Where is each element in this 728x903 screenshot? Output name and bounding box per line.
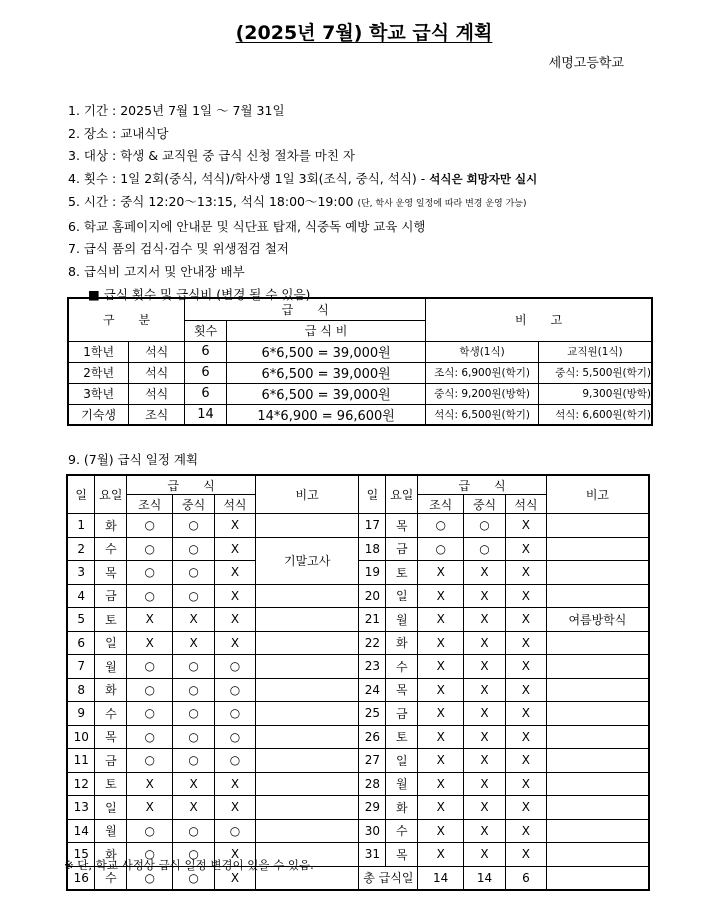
fee-count: 6	[185, 341, 227, 362]
sched-note-left-blank	[255, 584, 359, 608]
sched-note-left-blank	[255, 702, 359, 726]
sched-left-day: 11	[67, 749, 95, 773]
sched-right-day: 24	[359, 678, 386, 702]
sched-left-day: 6	[67, 631, 95, 655]
sched-left-lunch: X	[173, 608, 215, 632]
sched-note-right-blank	[546, 772, 649, 796]
sched-right-breakfast: X	[418, 819, 464, 843]
sched-right-lunch: X	[464, 819, 506, 843]
sched-right-weekday: 금	[386, 537, 418, 561]
sched-left-weekday: 수	[95, 537, 127, 561]
sched-right-breakfast: X	[418, 678, 464, 702]
sched-left-breakfast: ○	[127, 678, 173, 702]
fee-note-student: 석식: 6,500원(학기)	[426, 404, 539, 425]
sched-left-weekday: 목	[95, 561, 127, 585]
sched-note-right-blank	[546, 584, 649, 608]
sched-note-right-blank	[546, 749, 649, 773]
sched-note-right-blank	[546, 725, 649, 749]
sched-note-right-blank	[546, 702, 649, 726]
sched-right-lunch: ○	[464, 514, 506, 538]
fee-amount: 14*6,900 = 96,600원	[226, 404, 425, 425]
sched-left-weekday: 화	[95, 514, 127, 538]
sched-left-lunch: X	[173, 772, 215, 796]
fee-note-student: 조식: 6,900원(학기)	[426, 362, 539, 383]
sched-note-left-blank	[255, 772, 359, 796]
sched-right-lunch: X	[464, 772, 506, 796]
sched-right-lunch: X	[464, 631, 506, 655]
sched-right-lunch: X	[464, 796, 506, 820]
sched-left-day: 13	[67, 796, 95, 820]
sched-left-breakfast: X	[127, 796, 173, 820]
fee-meal: 조식	[129, 404, 185, 425]
sched-left-dinner: X	[215, 772, 256, 796]
fee-meal: 석식	[129, 341, 185, 362]
fee-meal: 석식	[129, 383, 185, 404]
fee-meal: 석식	[129, 362, 185, 383]
sched-header-day-left: 일	[67, 475, 95, 514]
sched-note-left-blank	[255, 514, 359, 538]
sched-header-breakfast-left: 조식	[127, 495, 173, 514]
sched-header-note-right: 비고	[546, 475, 649, 514]
sched-right-breakfast: X	[418, 655, 464, 679]
fee-row	[68, 362, 652, 383]
sched-header-lunch-right: 중식	[464, 495, 506, 514]
item-count-bold: 석식은 희망자만 실시	[429, 172, 538, 187]
sched-left-breakfast: X	[127, 772, 173, 796]
fee-count: 14	[185, 404, 227, 425]
fee-note-staff: 석식: 6,600원(학기)	[538, 404, 652, 425]
sched-total-label: 총 급식일	[359, 866, 418, 890]
sched-right-weekday: 토	[386, 561, 418, 585]
sched-note-left-blank	[255, 678, 359, 702]
sched-right-day: 30	[359, 819, 386, 843]
sched-note-left-blank	[255, 725, 359, 749]
sched-note-left-blank	[255, 796, 359, 820]
sched-left-day: 15	[67, 843, 95, 867]
sched-left-weekday: 일	[95, 631, 127, 655]
sched-header-lunch-left: 중식	[173, 495, 215, 514]
sched-right-day: 19	[359, 561, 386, 585]
sched-right-dinner: X	[505, 725, 546, 749]
sched-left-breakfast: ○	[127, 514, 173, 538]
item-time-text: 5. 시간 : 중식 12:20～13:15, 석식 18:00～19:00	[68, 193, 358, 209]
sched-right-weekday: 목	[386, 843, 418, 867]
item-period: 1. 기간 : 2025년 7월 1일 ～ 7월 31일	[68, 103, 285, 118]
fee-count: 6	[185, 362, 227, 383]
sched-right-lunch: X	[464, 725, 506, 749]
sched-right-dinner: X	[505, 584, 546, 608]
sched-left-lunch: ○	[173, 749, 215, 773]
item-time	[68, 191, 537, 216]
fee-count: 6	[185, 383, 227, 404]
item-inspection: 7. 급식 품의 검식·검수 및 위생점검 철저	[68, 241, 289, 257]
sched-right-dinner: X	[505, 537, 546, 561]
sched-right-breakfast: X	[418, 608, 464, 632]
sched-right-day: 22	[359, 631, 386, 655]
sched-right-dinner: X	[505, 514, 546, 538]
sched-note-left-blank	[255, 631, 359, 655]
schedule-row	[67, 655, 649, 679]
schedule-row	[67, 537, 649, 561]
schedule-row	[67, 749, 649, 773]
sched-left-breakfast: ○	[127, 819, 173, 843]
sched-right-day: 28	[359, 772, 386, 796]
fee-row	[68, 341, 652, 362]
sched-left-dinner: X	[215, 631, 256, 655]
sched-left-weekday: 금	[95, 584, 127, 608]
sched-note-right-blank	[546, 819, 649, 843]
sched-right-breakfast: X	[418, 749, 464, 773]
fee-note-student: 중식: 9,200원(방학)	[426, 383, 539, 404]
schedule-row	[67, 608, 649, 632]
sched-right-breakfast: X	[418, 725, 464, 749]
sched-left-lunch: ○	[173, 561, 215, 585]
sched-left-weekday: 일	[95, 796, 127, 820]
sched-right-breakfast: ○	[418, 537, 464, 561]
footnote: ※ 단, 학교 사정상 급식 일정 변경이 있을 수 있음.	[64, 858, 314, 872]
schedule-row	[67, 514, 649, 538]
sched-right-dinner: X	[505, 561, 546, 585]
sched-right-weekday: 화	[386, 631, 418, 655]
sched-right-weekday: 금	[386, 702, 418, 726]
sched-header-day-right: 일	[359, 475, 386, 514]
sched-right-weekday: 수	[386, 655, 418, 679]
schedule-row	[67, 631, 649, 655]
sched-left-day: 1	[67, 514, 95, 538]
sched-note-left-blank	[255, 608, 359, 632]
sched-note-right-blank	[546, 655, 649, 679]
item-homepage: 6. 학교 홈페이지에 안내문 및 식단표 탑재, 식중독 예방 교육 시행	[68, 218, 426, 234]
sched-right-weekday: 일	[386, 584, 418, 608]
sched-right-day: 31	[359, 843, 386, 867]
sched-right-dinner: X	[505, 796, 546, 820]
fee-amount: 6*6,500 = 39,000원	[226, 341, 425, 362]
sched-right-breakfast: X	[418, 702, 464, 726]
sched-left-lunch: ○	[173, 584, 215, 608]
sched-right-day: 26	[359, 725, 386, 749]
sched-left-dinner: X	[215, 537, 256, 561]
sched-left-dinner: ○	[215, 655, 256, 679]
sched-left-dinner: X	[215, 584, 256, 608]
school-name: 세명고등학교	[548, 56, 624, 71]
sched-left-weekday: 수	[95, 702, 127, 726]
sched-right-dinner: X	[505, 631, 546, 655]
sched-note-right-blank	[546, 796, 649, 820]
fee-note-staff: 교직원(1식)	[538, 341, 652, 362]
sched-left-breakfast: ○	[127, 843, 173, 867]
fee-note-staff: 9,300원(방학)	[538, 383, 652, 404]
sched-note-right-blank	[546, 561, 649, 585]
fee-grade: 2학년	[68, 362, 129, 383]
sched-left-day: 9	[67, 702, 95, 726]
sched-note-left-blank	[255, 655, 359, 679]
sched-note-right-blank	[546, 537, 649, 561]
fee-row	[68, 383, 652, 404]
sched-header-meal-left: 급 식	[127, 475, 256, 495]
sched-left-lunch: ○	[173, 537, 215, 561]
sched-left-breakfast: ○	[127, 561, 173, 585]
sched-right-day: 18	[359, 537, 386, 561]
schedule-row	[67, 561, 649, 585]
sched-header-weekday-left: 요일	[95, 475, 127, 514]
sched-left-breakfast: X	[127, 631, 173, 655]
sched-right-lunch: X	[464, 702, 506, 726]
sched-total-lunch: 14	[464, 866, 506, 890]
sched-left-dinner: X	[215, 514, 256, 538]
sched-left-lunch: ○	[173, 725, 215, 749]
section-9-heading: 9. (7월) 급식 일정 계획	[68, 452, 199, 467]
sched-right-dinner: X	[505, 608, 546, 632]
item-target: 3. 대상 : 학생 & 교직원 중 급식 신청 절차를 마친 자	[68, 148, 355, 164]
sched-left-breakfast: ○	[127, 584, 173, 608]
sched-left-breakfast: ○	[127, 702, 173, 726]
sched-right-dinner: X	[505, 749, 546, 773]
sched-right-dinner: X	[505, 819, 546, 843]
fee-note-staff: 중식: 5,500원(학기)	[538, 362, 652, 383]
sched-right-day: 25	[359, 702, 386, 726]
plan-items	[68, 100, 537, 306]
sched-left-dinner: ○	[215, 725, 256, 749]
schedule-table	[66, 474, 650, 891]
sched-total-breakfast: 14	[418, 866, 464, 890]
schedule-row	[67, 584, 649, 608]
sched-left-weekday: 토	[95, 608, 127, 632]
sched-left-dinner: X	[215, 843, 256, 867]
sched-note-right-blank	[546, 631, 649, 655]
sched-left-day: 7	[67, 655, 95, 679]
item-count-text: 4. 횟수 : 1일 2회(중식, 석식)/학사생 1일 3회(조식, 중식, 석식) -	[68, 171, 430, 187]
fee-grade: 기숙생	[68, 404, 129, 425]
sched-note-right-blank	[546, 843, 649, 867]
schedule-row	[67, 678, 649, 702]
sched-header-meal-right: 급 식	[418, 475, 547, 495]
sched-left-lunch: ○	[173, 819, 215, 843]
sched-left-lunch: X	[173, 796, 215, 820]
sched-left-weekday: 목	[95, 725, 127, 749]
item-time-note: (단, 학사 운영 일정에 따라 변경 운영 가능)	[357, 198, 527, 209]
sched-left-weekday: 월	[95, 655, 127, 679]
sched-left-day: 4	[67, 584, 95, 608]
sched-right-breakfast: X	[418, 561, 464, 585]
fee-table	[67, 297, 653, 426]
sched-right-weekday: 토	[386, 725, 418, 749]
sched-left-weekday: 월	[95, 819, 127, 843]
sched-right-day: 21	[359, 608, 386, 632]
sched-left-lunch: ○	[173, 843, 215, 867]
sched-right-weekday: 월	[386, 608, 418, 632]
fee-note-student: 학생(1식)	[426, 341, 539, 362]
sched-left-lunch: ○	[173, 702, 215, 726]
sched-note-right-blank	[546, 514, 649, 538]
fee-grade: 3학년	[68, 383, 129, 404]
sched-left-day: 5	[67, 608, 95, 632]
sched-right-dinner: X	[505, 772, 546, 796]
sched-left-day: 16	[67, 866, 95, 890]
fee-amount: 6*6,500 = 39,000원	[226, 362, 425, 383]
sched-left-weekday: 화	[95, 843, 127, 867]
schedule-row	[67, 772, 649, 796]
sched-right-weekday: 화	[386, 796, 418, 820]
sched-right-dinner: X	[505, 843, 546, 867]
sched-right-breakfast: X	[418, 796, 464, 820]
sched-left-lunch: X	[173, 631, 215, 655]
item-place: 2. 장소 : 교내식당	[68, 125, 169, 141]
sched-right-lunch: ○	[464, 537, 506, 561]
sched-left-dinner: ○	[215, 678, 256, 702]
sched-left-dinner: ○	[215, 749, 256, 773]
sched-right-day: 27	[359, 749, 386, 773]
sched-right-breakfast: X	[418, 843, 464, 867]
sched-left-weekday: 금	[95, 749, 127, 773]
sched-right-lunch: X	[464, 584, 506, 608]
sched-left-lunch: ○	[173, 866, 215, 890]
sched-left-lunch: ○	[173, 655, 215, 679]
sched-right-breakfast: X	[418, 584, 464, 608]
schedule-row	[67, 702, 649, 726]
sched-right-breakfast: X	[418, 772, 464, 796]
sched-left-weekday: 수	[95, 866, 127, 890]
sched-right-breakfast: ○	[418, 514, 464, 538]
sched-note-left-blank	[255, 749, 359, 773]
sched-left-lunch: ○	[173, 678, 215, 702]
sched-right-weekday: 목	[386, 514, 418, 538]
fee-amount: 6*6,500 = 39,000원	[226, 383, 425, 404]
fee-header-note: 비 고	[426, 298, 652, 341]
sched-left-dinner: X	[215, 561, 256, 585]
sched-right-lunch: X	[464, 843, 506, 867]
sched-right-weekday: 월	[386, 772, 418, 796]
fee-header-count: 횟수	[185, 320, 227, 341]
sched-right-dinner: X	[505, 678, 546, 702]
sched-total-dinner: 6	[505, 866, 546, 890]
sched-left-breakfast: ○	[127, 655, 173, 679]
sched-left-dinner: X	[215, 608, 256, 632]
sched-right-day: 20	[359, 584, 386, 608]
sched-right-lunch: X	[464, 561, 506, 585]
sched-left-weekday: 화	[95, 678, 127, 702]
sched-left-weekday: 토	[95, 772, 127, 796]
sched-right-weekday: 목	[386, 678, 418, 702]
sched-header-breakfast-right: 조식	[418, 495, 464, 514]
fee-header-category: 구 분	[68, 298, 185, 341]
sched-right-day: 23	[359, 655, 386, 679]
sched-left-day: 2	[67, 537, 95, 561]
sched-left-day: 12	[67, 772, 95, 796]
sched-note-left-blank	[255, 819, 359, 843]
schedule-row	[67, 819, 649, 843]
sched-left-lunch: ○	[173, 514, 215, 538]
sched-right-lunch: X	[464, 749, 506, 773]
sched-left-breakfast: ○	[127, 866, 173, 890]
sched-header-note-left: 비고	[255, 475, 359, 514]
sched-note-right: 여름방학식	[546, 608, 649, 632]
sched-left-breakfast: ○	[127, 749, 173, 773]
sched-header-weekday-right: 요일	[386, 475, 418, 514]
sched-right-weekday: 수	[386, 819, 418, 843]
sched-note-right-blank	[546, 678, 649, 702]
sched-left-breakfast: ○	[127, 725, 173, 749]
sched-left-dinner: X	[215, 796, 256, 820]
sched-right-lunch: X	[464, 678, 506, 702]
sched-left-breakfast: ○	[127, 537, 173, 561]
sched-left-dinner: ○	[215, 819, 256, 843]
sched-left-day: 10	[67, 725, 95, 749]
item-notice: 8. 급식비 고지서 및 안내장 배부	[68, 263, 245, 279]
schedule-row	[67, 796, 649, 820]
sched-note-left: 기말고사	[255, 537, 359, 584]
sched-right-weekday: 일	[386, 749, 418, 773]
sched-right-dinner: X	[505, 655, 546, 679]
schedule-row	[67, 725, 649, 749]
fee-grade: 1학년	[68, 341, 129, 362]
sched-left-breakfast: X	[127, 608, 173, 632]
fee-row	[68, 404, 652, 425]
sched-left-day: 3	[67, 561, 95, 585]
sched-right-lunch: X	[464, 608, 506, 632]
fee-header-fee: 급 식 비	[226, 320, 425, 341]
sched-right-dinner: X	[505, 702, 546, 726]
fee-bullet: ■ 급식 횟수 및 급식비 (변경 될 수 있음)	[88, 286, 311, 302]
sched-right-lunch: X	[464, 655, 506, 679]
page-title: (2025년 7월) 학교 급식 계획	[235, 22, 493, 44]
sched-header-dinner-left: 석식	[215, 495, 256, 514]
sched-total-note-blank	[546, 866, 649, 890]
sched-right-breakfast: X	[418, 631, 464, 655]
sched-left-dinner: X	[215, 866, 256, 890]
item-count	[68, 168, 537, 191]
fee-header-meal: 급 식	[185, 298, 426, 320]
sched-left-day: 14	[67, 819, 95, 843]
sched-left-dinner: ○	[215, 702, 256, 726]
sched-header-dinner-right: 석식	[505, 495, 546, 514]
sched-left-day: 8	[67, 678, 95, 702]
sched-right-day: 29	[359, 796, 386, 820]
sched-right-day: 17	[359, 514, 386, 538]
